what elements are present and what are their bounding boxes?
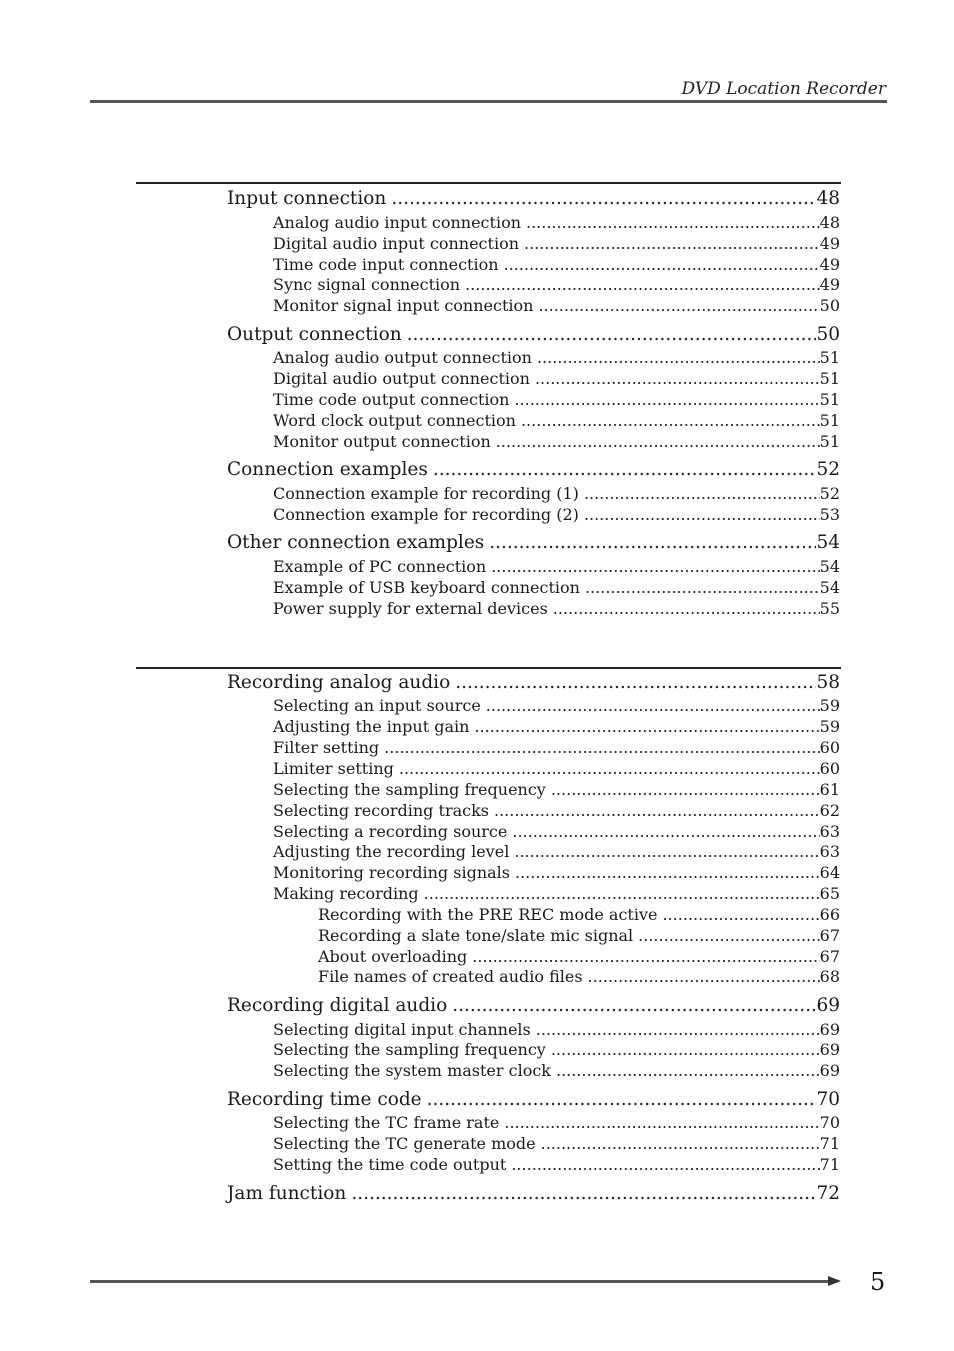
dot-leader [474, 717, 819, 736]
toc-label: Digital audio output connection [273, 369, 530, 388]
toc-page: 53 [819, 505, 840, 524]
dot-leader [496, 432, 820, 451]
toc-page: 51 [819, 411, 840, 430]
dot-leader [486, 696, 820, 715]
toc-entry-recording-digital-audio[interactable] [227, 995, 840, 1016]
dot-leader [515, 863, 820, 882]
dot-leader [399, 759, 820, 778]
toc-entry-monitor-signal-input[interactable] [273, 296, 840, 315]
toc-label: Recording with the PRE REC mode active [318, 905, 658, 924]
toc-label: Time code input connection [273, 255, 499, 274]
toc-entry-making-recording[interactable] [273, 884, 840, 903]
toc-label: Power supply for external devices [273, 599, 548, 618]
toc-page: 54 [819, 578, 840, 597]
toc-entry-input-connection[interactable] [227, 188, 840, 209]
toc-entry-connection-example-1[interactable] [273, 484, 840, 503]
toc-page: 51 [819, 369, 840, 388]
toc-label: File names of created audio files [318, 967, 583, 986]
dot-leader [465, 275, 820, 294]
toc-label: Digital audio input connection [273, 234, 519, 253]
toc-page: 71 [819, 1155, 840, 1174]
toc-label: Connection example for recording (1) [273, 484, 579, 503]
toc-page: 70 [816, 1089, 840, 1110]
toc-label: Setting the time code output [273, 1155, 507, 1174]
dot-leader [521, 411, 820, 430]
toc-entry-tc-generate-mode[interactable] [273, 1134, 840, 1153]
toc-page: 69 [816, 995, 840, 1016]
toc-entry-recording-time-code[interactable] [227, 1089, 840, 1110]
toc-label: Connection example for recording (2) [273, 505, 579, 524]
toc-entry-recording-analog-audio[interactable] [227, 672, 840, 693]
dot-leader [514, 390, 819, 409]
toc-page: 63 [819, 822, 840, 841]
toc-label: Analog audio output connection [273, 348, 532, 367]
toc-page: 69 [819, 1040, 840, 1059]
toc-label: Monitor signal input connection [273, 296, 534, 315]
dot-leader [504, 255, 820, 274]
toc-label: Example of PC connection [273, 557, 487, 576]
toc-label: Filter setting [273, 738, 380, 757]
toc-entry-sampling-frequency[interactable] [273, 780, 840, 799]
dot-leader [588, 967, 820, 986]
toc-page: 63 [819, 842, 840, 861]
toc-label: About overloading [318, 947, 468, 966]
toc-entry-sync-signal[interactable] [273, 275, 840, 294]
dot-leader [584, 505, 820, 524]
toc-page: 51 [819, 390, 840, 409]
toc-label: Input connection [227, 188, 387, 209]
toc-label: Selecting the TC frame rate [273, 1113, 500, 1132]
toc-page: 52 [819, 484, 840, 503]
dot-leader [551, 780, 820, 799]
toc-label: Example of USB keyboard connection [273, 578, 580, 597]
section-rule [136, 667, 841, 669]
toc-page: 72 [816, 1183, 840, 1204]
toc-entry-time-code-output-setting[interactable] [273, 1155, 840, 1174]
toc-entry-digital-audio-input[interactable] [273, 234, 840, 253]
toc-page: 70 [819, 1113, 840, 1132]
toc-page: 65 [819, 884, 840, 903]
toc-label: Adjusting the input gain [273, 717, 470, 736]
dot-leader [511, 1155, 819, 1174]
dot-leader [494, 801, 820, 820]
toc-label: Other connection examples [227, 532, 485, 553]
toc-label: Selecting digital input channels [273, 1020, 531, 1039]
toc-entry-power-supply[interactable] [273, 599, 840, 618]
toc-label: Analog audio input connection [273, 213, 521, 232]
dot-leader [424, 884, 820, 903]
dot-leader [585, 578, 820, 597]
running-header-title: DVD Location Recorder [681, 79, 886, 99]
toc-entry-usb-keyboard-connection[interactable] [273, 578, 840, 597]
toc-label: Selecting the sampling frequency [273, 1040, 546, 1059]
toc-entry-selecting-input-source[interactable] [273, 696, 840, 715]
dot-leader [384, 738, 819, 757]
toc-page: 64 [819, 863, 840, 882]
dot-leader [351, 1183, 816, 1204]
toc-entry-monitor-output[interactable] [273, 432, 840, 451]
dot-leader [541, 1134, 820, 1153]
toc-entry-monitoring-signals[interactable] [273, 863, 840, 882]
toc-page: 58 [816, 672, 840, 693]
dot-leader [433, 459, 817, 480]
toc-label: Connection examples [227, 459, 428, 480]
toc-label: Limiter setting [273, 759, 394, 778]
dot-leader [491, 557, 819, 576]
toc-entry-pc-connection[interactable] [273, 557, 840, 576]
toc-entry-digital-audio-output[interactable] [273, 369, 840, 388]
section-rule [136, 182, 841, 184]
toc-label: Recording digital audio [227, 995, 448, 1016]
toc-entry-time-code-input[interactable] [273, 255, 840, 274]
arrow-right-icon [828, 1276, 841, 1286]
dot-leader [553, 599, 820, 618]
toc-label: Output connection [227, 324, 402, 345]
toc-page: 50 [816, 324, 840, 345]
toc-entry-output-connection[interactable] [227, 324, 840, 345]
toc-page: 62 [819, 801, 840, 820]
toc-label: Monitor output connection [273, 432, 491, 451]
toc-entry-connection-example-2[interactable] [273, 505, 840, 524]
toc-page: 51 [819, 348, 840, 367]
toc-page: 49 [819, 234, 840, 253]
toc-page: 54 [819, 557, 840, 576]
toc-page: 52 [816, 459, 840, 480]
dot-leader [536, 1020, 820, 1039]
toc-page: 60 [819, 738, 840, 757]
toc-entry-recording-source[interactable] [273, 822, 840, 841]
toc-entry-connection-examples[interactable] [227, 459, 840, 480]
toc-page: 69 [819, 1061, 840, 1080]
dot-leader [538, 296, 819, 315]
toc-page: 67 [819, 926, 840, 945]
toc-page: 49 [819, 255, 840, 274]
toc-entry-recording-level[interactable] [273, 842, 840, 861]
toc-page: 69 [819, 1020, 840, 1039]
toc-entry-time-code-output[interactable] [273, 390, 840, 409]
dot-leader [514, 842, 819, 861]
toc-page: 71 [819, 1134, 840, 1153]
dot-leader [638, 926, 819, 945]
toc-entry-filter-setting[interactable] [273, 738, 840, 757]
toc-label: Word clock output connection [273, 411, 516, 430]
toc-label: Monitoring recording signals [273, 863, 510, 882]
toc-entry-analog-audio-input[interactable] [273, 213, 840, 232]
dot-leader [452, 995, 816, 1016]
toc-page: 50 [819, 296, 840, 315]
dot-leader [526, 213, 820, 232]
dot-leader [504, 1113, 819, 1132]
toc-label: Recording a slate tone/slate mic signal [318, 926, 634, 945]
dot-leader [512, 822, 819, 841]
toc-entry-digital-sampling-frequency[interactable] [273, 1040, 840, 1059]
toc-entry-slate-tone[interactable] [318, 926, 840, 945]
dot-leader [427, 1089, 817, 1110]
toc-page: 51 [819, 432, 840, 451]
toc-label: Making recording [273, 884, 419, 903]
toc-entry-recording-tracks[interactable] [273, 801, 840, 820]
toc-label: Selecting an input source [273, 696, 481, 715]
toc-entry-tc-frame-rate[interactable] [273, 1113, 840, 1132]
page-number: 5 [870, 1268, 886, 1296]
dot-leader [472, 947, 819, 966]
dot-leader [556, 1061, 820, 1080]
toc-page: 54 [816, 532, 840, 553]
toc-entry-pre-rec-mode[interactable] [318, 905, 840, 924]
toc-page: 66 [819, 905, 840, 924]
toc-entry-other-connection-examples[interactable] [227, 532, 840, 553]
toc-page: 67 [819, 947, 840, 966]
dot-leader [407, 324, 817, 345]
dot-leader [455, 672, 816, 693]
dot-leader [662, 905, 819, 924]
toc-label: Recording analog audio [227, 672, 451, 693]
toc-label: Selecting the sampling frequency [273, 780, 546, 799]
dot-leader [391, 188, 816, 209]
toc-page: 48 [816, 188, 840, 209]
toc-entry-jam-function[interactable] [227, 1183, 840, 1204]
header-rule [90, 100, 887, 103]
toc-page: 61 [819, 780, 840, 799]
dot-leader [535, 369, 820, 388]
toc-entry-digital-input-channels[interactable] [273, 1020, 840, 1039]
toc-page: 48 [819, 213, 840, 232]
toc-entry-analog-audio-output[interactable] [273, 348, 840, 367]
toc-label: Selecting a recording source [273, 822, 508, 841]
toc-label: Recording time code [227, 1089, 422, 1110]
dot-leader [537, 348, 820, 367]
toc-label: Jam function [227, 1183, 347, 1204]
toc-label: Adjusting the recording level [273, 842, 510, 861]
toc-page: 49 [819, 275, 840, 294]
footer-rule [90, 1280, 830, 1283]
dot-leader [551, 1040, 820, 1059]
toc-label: Selecting the TC generate mode [273, 1134, 536, 1153]
toc-entry-adjusting-input-gain[interactable] [273, 717, 840, 736]
toc-page: 68 [819, 967, 840, 986]
toc-entry-overloading[interactable] [318, 947, 840, 966]
toc-page: 60 [819, 759, 840, 778]
toc-label: Sync signal connection [273, 275, 461, 294]
toc-label: Time code output connection [273, 390, 510, 409]
toc-entry-limiter-setting[interactable] [273, 759, 840, 778]
toc-entry-file-names[interactable] [318, 967, 840, 986]
toc-label: Selecting the system master clock [273, 1061, 551, 1080]
toc-page: 55 [819, 599, 840, 618]
dot-leader [584, 484, 820, 503]
toc-page: 59 [819, 696, 840, 715]
toc-label: Selecting recording tracks [273, 801, 489, 820]
toc-page: 59 [819, 717, 840, 736]
dot-leader [524, 234, 820, 253]
toc-entry-word-clock-output[interactable] [273, 411, 840, 430]
toc-entry-system-master-clock[interactable] [273, 1061, 840, 1080]
dot-leader [489, 532, 816, 553]
